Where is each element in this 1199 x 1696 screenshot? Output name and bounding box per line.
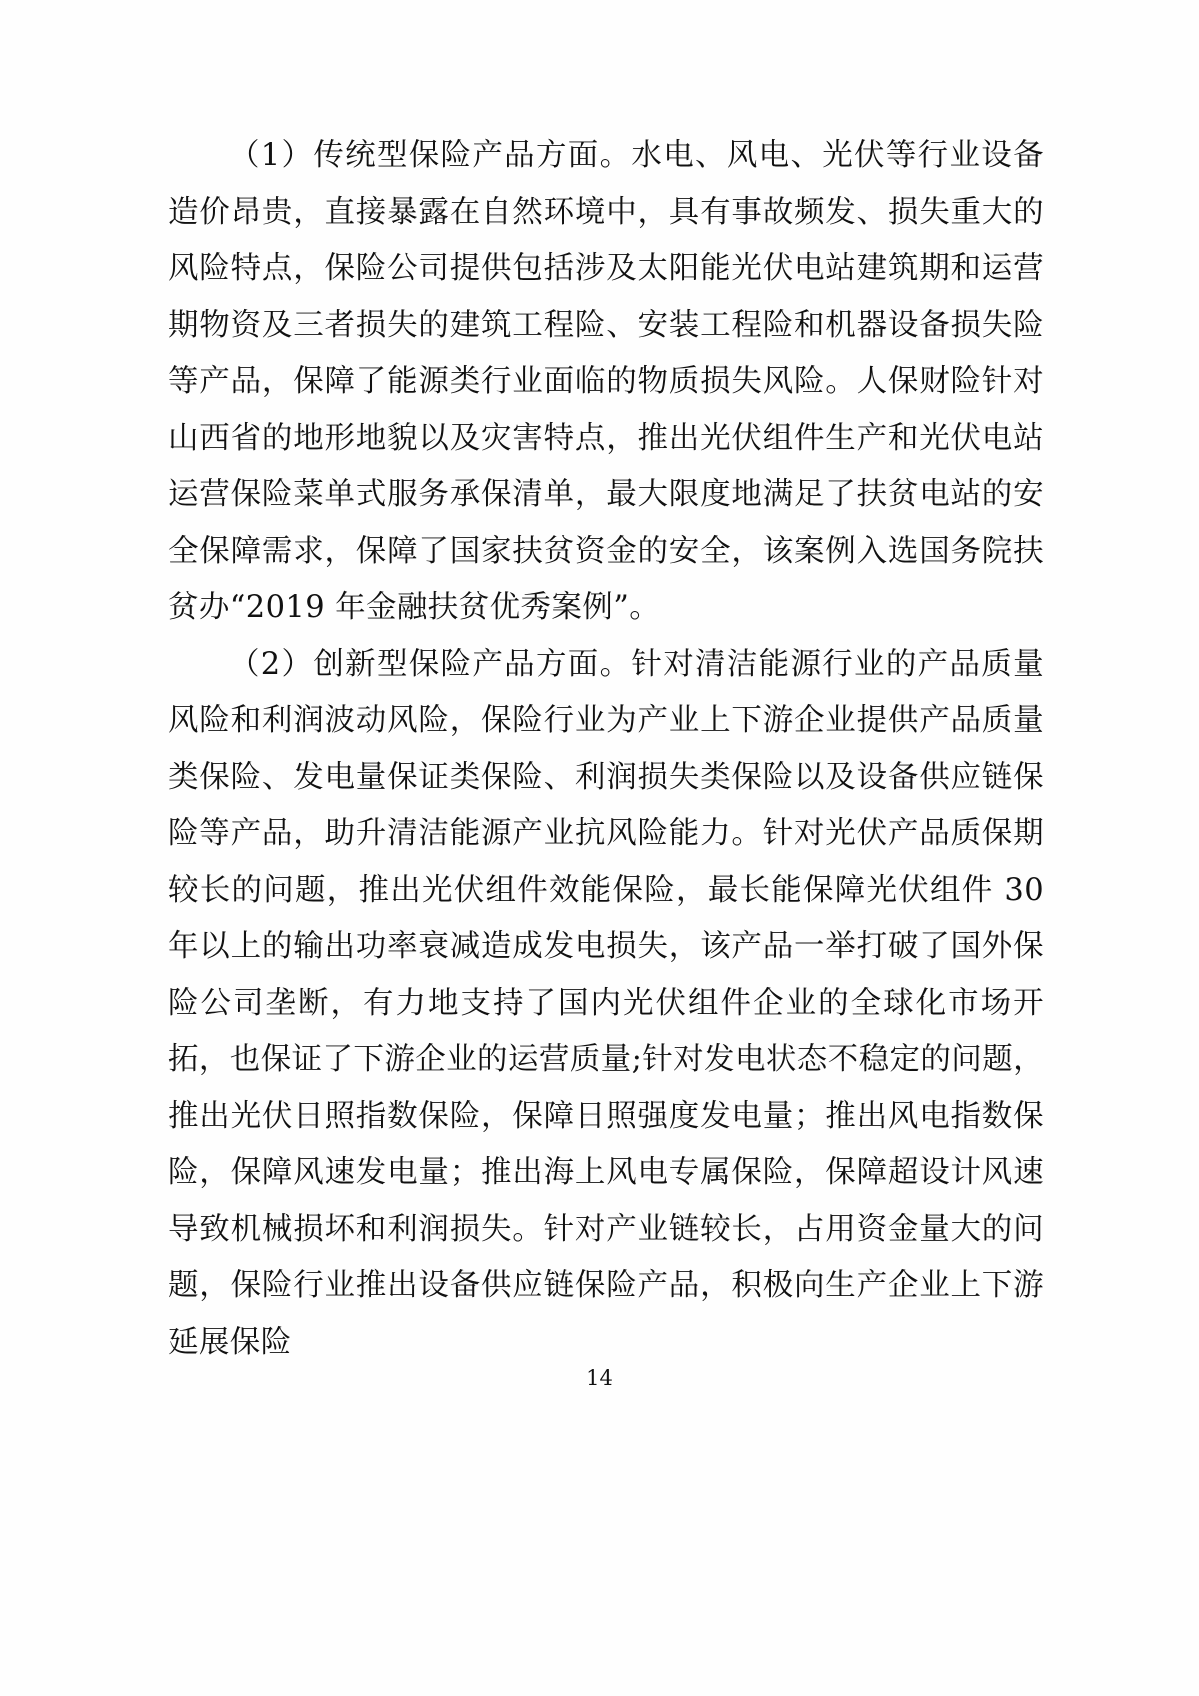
page-number: 14: [586, 1366, 613, 1390]
page-body: [168, 128, 1044, 1371]
paragraph-innovative-insurance: （2）创新型保险产品方面。针对清洁能源行业的产品质量风险和利润波动风险，保险行业为产业上下游企业提供产品质量类保险、发电量保证类保险、利润损失类保险以及设备供应链保险等产品，助升清洁能源产业抗风险能力。针对光伏产品质保期较长的问题，推出光伏组件效能保险，最长能保障光伏组件 30 年以上的输出功率衰减造成发电损失，该产品一举打破了国外保险公司垄断，有力地支持了国内光伏组件企业的全球化市场开拓，也保证了下游企业的运营质量;针对发电状态不稳定的问题，推出光伏日照指数保险，保障日照强度发电量；推出风电指数保险，保障风速发电量；推出海上风电专属保险，保障超设计风速导致机械损坏和利润损失。针对产业链较长，占用资金量大的问题，保险行业推出设备供应链保险产品，积极向生产企业上下游延展保险: [168, 646, 1044, 1360]
paragraph-traditional-insurance: （1）传统型保险产品方面。水电、风电、光伏等行业设备造价昂贵，直接暴露在自然环境中，具有事故频发、损失重大的风险特点，保险公司提供包括涉及太阳能光伏电站建筑期和运营期物资及三者损失的建筑工程险、安装工程险和机器设备损失险等产品，保障了能源类行业面临的物质损失风险。人保财险针对山西省的地形地貌以及灾害特点，推出光伏组件生产和光伏电站运营保险菜单式服务承保清单，最大限度地满足了扶贫电站的安全保障需求，保障了国家扶贫资金的安全，该案例入选国务院扶贫办“2019 年金融扶贫优秀案例”。: [168, 138, 1044, 625]
